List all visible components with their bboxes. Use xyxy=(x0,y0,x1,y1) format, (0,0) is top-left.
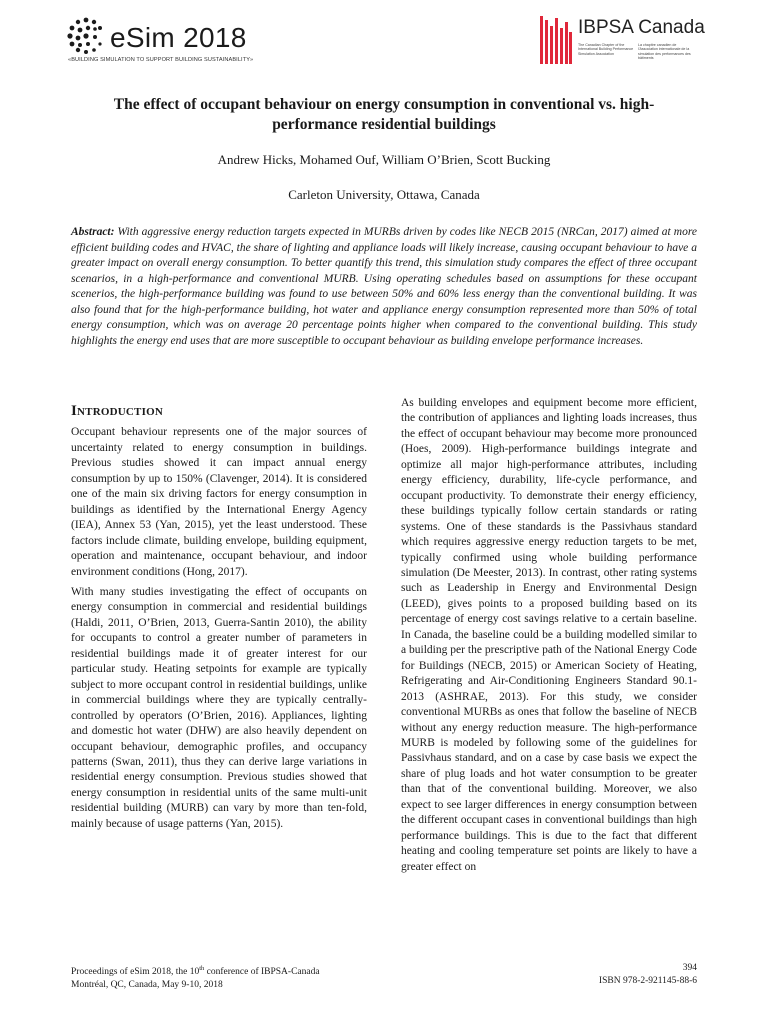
page-number: 394 xyxy=(682,963,697,973)
esim-title: eSim 2018 xyxy=(110,22,247,53)
abstract-label: Abstract: xyxy=(71,226,115,238)
paper-authors: Andrew Hicks, Mohamed Ouf, William O’Brien, Scott Bucking xyxy=(217,152,551,167)
esim-dots-icon xyxy=(66,16,106,56)
paper-title-line-2: performance residential buildings xyxy=(272,116,496,133)
ibpsa-mark-icon xyxy=(540,16,572,64)
footer-page-info xyxy=(599,962,697,988)
ibpsa-subtitle-en: The Canadian Chapter of the International Building Performance Simulation Association xyxy=(578,43,634,56)
paragraph: Occupant behaviour represents one of the major sources of uncertainty related to energy consumption in buildings. Previous studies showed it can impact annual energy consumption by up to 150% (Clavenger, 2014). It is considered one of the main six driving factors for energy consumption in buildings as identified by the International Energy Agency (IEA), Annex 53 (Yan, 2015), yet the least understood. These factors include climate, building envelope, building equipment, operation and maintenance, occupant behaviour, and indoor environment conditions (Hong, 2017). xyxy=(71,426,367,578)
paper-title-line-1: The effect of occupant behaviour on energy consumption in conventional vs. high- xyxy=(113,96,655,113)
footer-location: Montréal, QC, Canada, May 9-10, 2018 xyxy=(71,980,223,991)
ibpsa-title: IBPSA Canada xyxy=(578,17,705,38)
isbn: ISBN 978-2-921145-88-6 xyxy=(598,976,697,986)
section-heading-introduction: Introduction xyxy=(71,403,163,419)
abstract-text: With aggressive energy reduction targets expected in MURBs driven by codes like NECB 2015 (NRCan, 2017) aimed at more efficient building codes and HVAC, the share of lighting and appliance loads will likely increase, causing occupant behaviour to have a greater impact on overall energy consumption. To better quantify this trend, this simulation study compares the effect of three occupant scenarios, in a high-performance and conventional MURB. Using operating schedules based on assumptions for these occupant scenerios, the high-performance building was found to use between 50% and 60% less energy than the conventional building. It was also found that for the high-performance building, hot water and appliance energy consumption represented more than 50% of total energy consumption, which was on average 20 percentage points higher when compared to the conventional building. This study highlights the energy end uses that are more susceptible to occupant behaviour as building envelope performance increases. xyxy=(71,226,697,347)
footer-proceedings-line: Proceedings of eSim 2018, the 10th conference of IBPSA-Canada xyxy=(71,965,320,978)
esim-logo xyxy=(66,14,276,66)
esim-tagline: «BUILDING SIMULATION TO SUPPORT BUILDING SUSTAINABILITY» xyxy=(68,57,254,63)
right-column xyxy=(401,396,697,880)
ibpsa-canada-logo xyxy=(540,16,705,66)
paper-affiliation: Carleton University, Ottawa, Canada xyxy=(288,187,480,202)
abstract xyxy=(71,225,697,349)
paragraph: As building envelopes and equipment become more efficient, the contribution of appliances and lighting loads increases, thus the effect of occupant behaviour may become more pronounced (Hoes, 2009). High-performance buildings integrate and optimize all major high-performance attributes, including energy efficiency, durability, life-cycle performance, and occupant productivity. To demonstrate their energy efficiency, these buildings typically follow certain standards or rating systems. One of these standards is the Passivhaus standard which requires aggressive energy reduction targets to be met, typically confirmed using whole building performance simulation (De Meester, 2013). In contrast, other rating systems such as Leadership in Energy and Environmental Design (LEED), gives points to a proposed building based on its percentage of energy cost savings relative to a certain baseline. In Canada, the baseline could be a building modelled similar to a building per the prescriptive path of the National Energy Code for Buildings (NECB, 2015) or American Society of Heating, Refrigerating and Air-Conditioning Engineers Standard 90.1-2013 (ASHRAE, 2013). For this study, we consider conventional MURBs as ones that follow the baseline of NECB without any energy reduction measure. The high-performance MURB is modeled by following some of the guidelines for Passivhaus standard, and on a case by case basis we expect the share of plug loads and hot water consumption to be greater than that of the conventional building. Moreover, we also expect to see larger differences in energy consumption between the different occupant cases in conventional buildings than high performance buildings. This is due to the fact that different heating and cooling temperature set points are likely to have a greater effect on xyxy=(401,397,697,873)
footer-proceedings xyxy=(71,962,320,992)
paragraph: With many studies investigating the effect of occupants on energy consumption in commercial and residential buildings (Haldi, 2011, O’Brien, 2013, Guerra-Santin 2010), the ability for occupants to control a greater number of parameters in residential buildings made it of greater interest for our particular study. Heating setpoints for example are typically subject to more occupant control in residential buildings, unlike in commercial buildings where they are typically centrally-controlled by operators (O’Brien, 2016). Appliances, lighting and domestic hot water (DHW) are also heavily dependent on occupant behaviour, demographic profiles, and occupancy patterns (Swan, 2011), thus they can derive large variations in residential energy consumption. Previous studies showed that energy consumption in residential units of the same multi-unit residential building (MURB) can vary by more than ten-fold, mainly because of usage patterns (Yan, 2015). xyxy=(71,585,367,830)
ibpsa-subtitle-fr: La chapitre canadien de l'Association internationale de la simulation des performances des bâtiments xyxy=(638,43,691,61)
paper-title xyxy=(60,95,708,135)
left-column xyxy=(71,396,367,837)
